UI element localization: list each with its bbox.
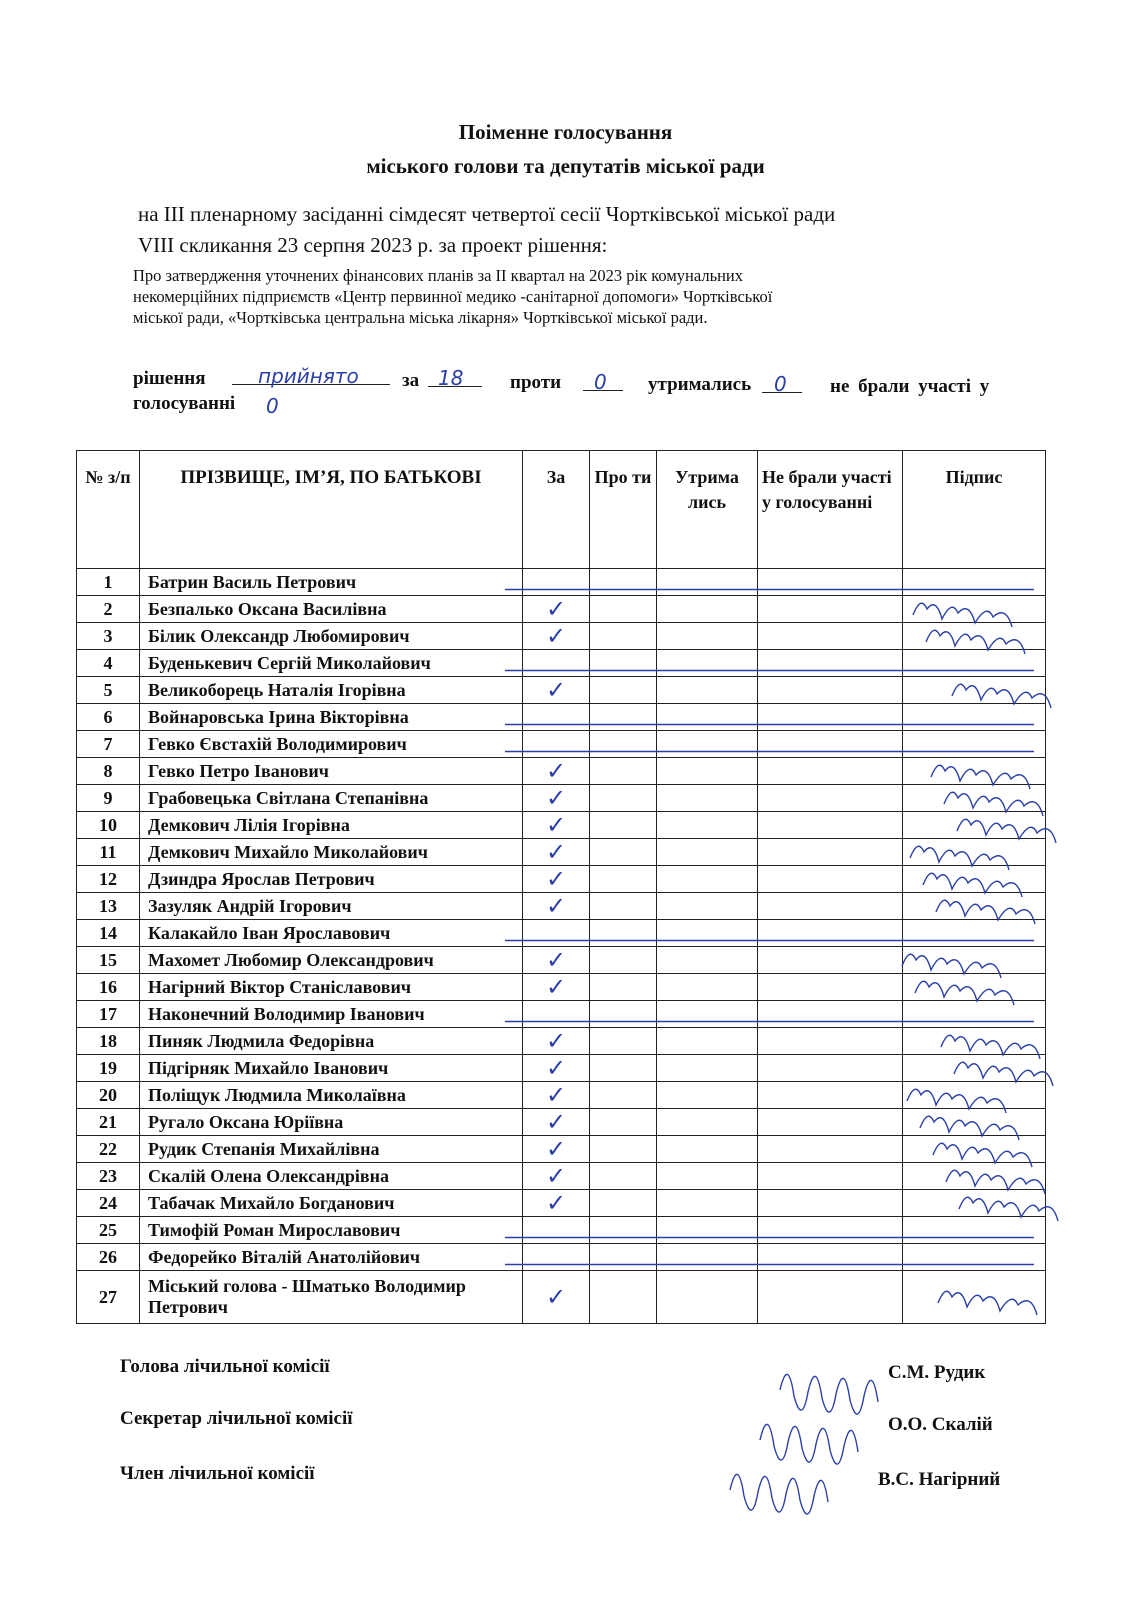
row-number: 16 bbox=[77, 974, 140, 1001]
member-name: Демкович Лілія Ігорівна bbox=[140, 812, 523, 839]
member-signature bbox=[913, 603, 1012, 627]
member-signature bbox=[944, 792, 1043, 816]
member-signature bbox=[926, 630, 1025, 654]
row-number: 26 bbox=[77, 1244, 140, 1271]
member-name: Поліщук Людмила Миколаївна bbox=[140, 1082, 523, 1109]
member-name: Пиняк Людмила Федорівна bbox=[140, 1028, 523, 1055]
secretary-label: Секретар лічильної комісії bbox=[120, 1408, 353, 1429]
for-value: 18 bbox=[438, 366, 464, 390]
vote-for-cell: ✓ bbox=[523, 1109, 590, 1136]
vote-for-cell: ✓ bbox=[523, 758, 590, 785]
abstained-label: утримались bbox=[648, 374, 752, 395]
draft-subject-line2: некомерційних підприємств «Центр первинної медико -санітарної допомоги» Чортківської bbox=[133, 287, 773, 306]
vote-for-cell: ✓ bbox=[523, 677, 590, 704]
member-name: Наконечний Володимир Іванович bbox=[140, 1001, 523, 1028]
member-signature bbox=[933, 1143, 1032, 1167]
decision-value: прийнято bbox=[258, 364, 359, 388]
row-number: 27 bbox=[77, 1271, 140, 1324]
vote-for-cell: ✓ bbox=[523, 1136, 590, 1163]
member-signature bbox=[923, 873, 1022, 897]
member-signature bbox=[910, 846, 1009, 870]
vote-for-cell: ✓ bbox=[523, 1028, 590, 1055]
row-number: 10 bbox=[77, 812, 140, 839]
row-number: 22 bbox=[77, 1136, 140, 1163]
row-number: 1 bbox=[77, 569, 140, 596]
vote-for-cell: ✓ bbox=[523, 623, 590, 650]
member-signature bbox=[936, 900, 1035, 924]
row-number: 9 bbox=[77, 785, 140, 812]
row-number: 6 bbox=[77, 704, 140, 731]
member-name: Безпалько Оксана Василівна bbox=[140, 596, 523, 623]
row-number: 21 bbox=[77, 1109, 140, 1136]
member-name: Міський голова - Шматько Володимир Петрович bbox=[140, 1271, 523, 1324]
vote-for-cell: ✓ bbox=[523, 1271, 590, 1324]
member-signature bbox=[946, 1170, 1045, 1194]
draft-subject-line3: міської ради, «Чортківська центральна міська лікарня» Чортківської міської ради. bbox=[133, 308, 708, 327]
header-not-participated: Не брали участі у голосуванні bbox=[758, 451, 903, 569]
member-name: Демкович Михайло Миколайович bbox=[140, 839, 523, 866]
vote-for-cell: ✓ bbox=[523, 1082, 590, 1109]
member-name: В.С. Нагірний bbox=[878, 1469, 1001, 1490]
member-signature bbox=[938, 1291, 1037, 1315]
vote-for-cell: ✓ bbox=[523, 974, 590, 1001]
row-number: 3 bbox=[77, 623, 140, 650]
member-signature bbox=[954, 1062, 1053, 1086]
member-name: Гевко Петро Іванович bbox=[140, 758, 523, 785]
abstained-value: 0 bbox=[774, 372, 787, 396]
decision-label: рішення bbox=[133, 368, 206, 389]
member-signature bbox=[941, 1035, 1040, 1059]
member-signature bbox=[920, 1116, 1019, 1140]
draft-subject-line1: Про затвердження уточнених фінансових планів за ІІ квартал на 2023 рік комунальних bbox=[133, 266, 744, 285]
member-name: Скалій Олена Олександрівна bbox=[140, 1163, 523, 1190]
row-number: 4 bbox=[77, 650, 140, 677]
member-signature bbox=[915, 981, 1014, 1005]
vote-for-cell: ✓ bbox=[523, 1163, 590, 1190]
against-value: 0 bbox=[594, 370, 607, 394]
session-info-line1: на ІІІ пленарному засіданні сімдесят четвертої сесії Чортківської міської ради bbox=[138, 202, 836, 226]
chair-label: Голова лічильної комісії bbox=[120, 1356, 330, 1377]
vote-for-cell: ✓ bbox=[523, 596, 590, 623]
member-signature bbox=[907, 1089, 1006, 1113]
member-signature bbox=[959, 1197, 1058, 1221]
header-num: № з/п bbox=[77, 451, 140, 569]
vote-for-cell: ✓ bbox=[523, 1190, 590, 1217]
member-name: Грабовецька Світлана Степанівна bbox=[140, 785, 523, 812]
member-signature bbox=[952, 684, 1051, 708]
member-name: Підгірняк Михайло Іванович bbox=[140, 1055, 523, 1082]
chair-name: С.М. Рудик bbox=[888, 1362, 986, 1383]
vote-for-cell: ✓ bbox=[523, 839, 590, 866]
row-number: 12 bbox=[77, 866, 140, 893]
row-number: 5 bbox=[77, 677, 140, 704]
member-signature bbox=[931, 765, 1030, 789]
member-name: Батрин Василь Петрович bbox=[140, 569, 523, 596]
member-name: Великоборець Наталія Ігорівна bbox=[140, 677, 523, 704]
row-number: 8 bbox=[77, 758, 140, 785]
document-title: Поіменне голосування bbox=[458, 120, 673, 144]
member-label: Член лічильної комісії bbox=[120, 1463, 315, 1484]
member-name: Махомет Любомир Олександрович bbox=[140, 947, 523, 974]
commission-signature bbox=[730, 1474, 828, 1514]
member-signature bbox=[902, 954, 1001, 978]
not-participated-label-2: голосуванні bbox=[133, 393, 236, 414]
row-number: 23 bbox=[77, 1163, 140, 1190]
row-number: 25 bbox=[77, 1217, 140, 1244]
member-name: Дзиндра Ярослав Петрович bbox=[140, 866, 523, 893]
vote-for-cell: ✓ bbox=[523, 785, 590, 812]
row-number: 18 bbox=[77, 1028, 140, 1055]
member-name: Буденькевич Сергій Миколайович bbox=[140, 650, 523, 677]
commission-signature bbox=[780, 1374, 878, 1414]
not-participated-label: не брали участі у bbox=[830, 376, 990, 397]
header-abstained: Утрима лись bbox=[657, 451, 758, 569]
member-name: Рудик Степанія Михайлівна bbox=[140, 1136, 523, 1163]
vote-for-cell: ✓ bbox=[523, 866, 590, 893]
session-info-line2: VІІІ скликання 23 серпня 2023 р. за проект рішення: bbox=[138, 233, 608, 257]
vote-for-cell: ✓ bbox=[523, 947, 590, 974]
row-number: 20 bbox=[77, 1082, 140, 1109]
row-number: 7 bbox=[77, 731, 140, 758]
row-number: 15 bbox=[77, 947, 140, 974]
member-signature bbox=[957, 819, 1056, 843]
row-number: 2 bbox=[77, 596, 140, 623]
secretary-name: О.О. Скалій bbox=[888, 1414, 993, 1435]
member-name: Білик Олександр Любомирович bbox=[140, 623, 523, 650]
row-number: 11 bbox=[77, 839, 140, 866]
member-name: Нагірний Віктор Станіславович bbox=[140, 974, 523, 1001]
vote-for-cell: ✓ bbox=[523, 1055, 590, 1082]
member-name: Зазуляк Андрій Ігорович bbox=[140, 893, 523, 920]
member-name: Гевко Євстахій Володимирович bbox=[140, 731, 523, 758]
row-number: 24 bbox=[77, 1190, 140, 1217]
header-for: За bbox=[523, 451, 590, 569]
against-label: проти bbox=[510, 372, 562, 393]
for-label: за bbox=[402, 370, 420, 391]
row-number: 17 bbox=[77, 1001, 140, 1028]
commission-signature bbox=[760, 1424, 858, 1464]
not-participated-value: 0 bbox=[266, 394, 279, 418]
row-number: 13 bbox=[77, 893, 140, 920]
document-subtitle: міського голови та депутатів міської ради bbox=[366, 154, 765, 178]
member-name: Калакайло Іван Ярославович bbox=[140, 920, 523, 947]
row-number: 19 bbox=[77, 1055, 140, 1082]
member-name: Федорейко Віталій Анатолійович bbox=[140, 1244, 523, 1271]
member-name: Табачак Михайло Богданович bbox=[140, 1190, 523, 1217]
header-name: ПРІЗВИЩЕ, ІМ’Я, ПО БАТЬКОВІ bbox=[140, 451, 523, 569]
member-name: Войнаровська Ірина Вікторівна bbox=[140, 704, 523, 731]
row-number: 14 bbox=[77, 920, 140, 947]
vote-for-cell: ✓ bbox=[523, 812, 590, 839]
vote-for-cell: ✓ bbox=[523, 893, 590, 920]
header-against: Про ти bbox=[590, 451, 657, 569]
member-name: Тимофій Роман Мирославович bbox=[140, 1217, 523, 1244]
header-signature: Підпис bbox=[903, 451, 1046, 569]
member-name: Ругало Оксана Юріївна bbox=[140, 1109, 523, 1136]
